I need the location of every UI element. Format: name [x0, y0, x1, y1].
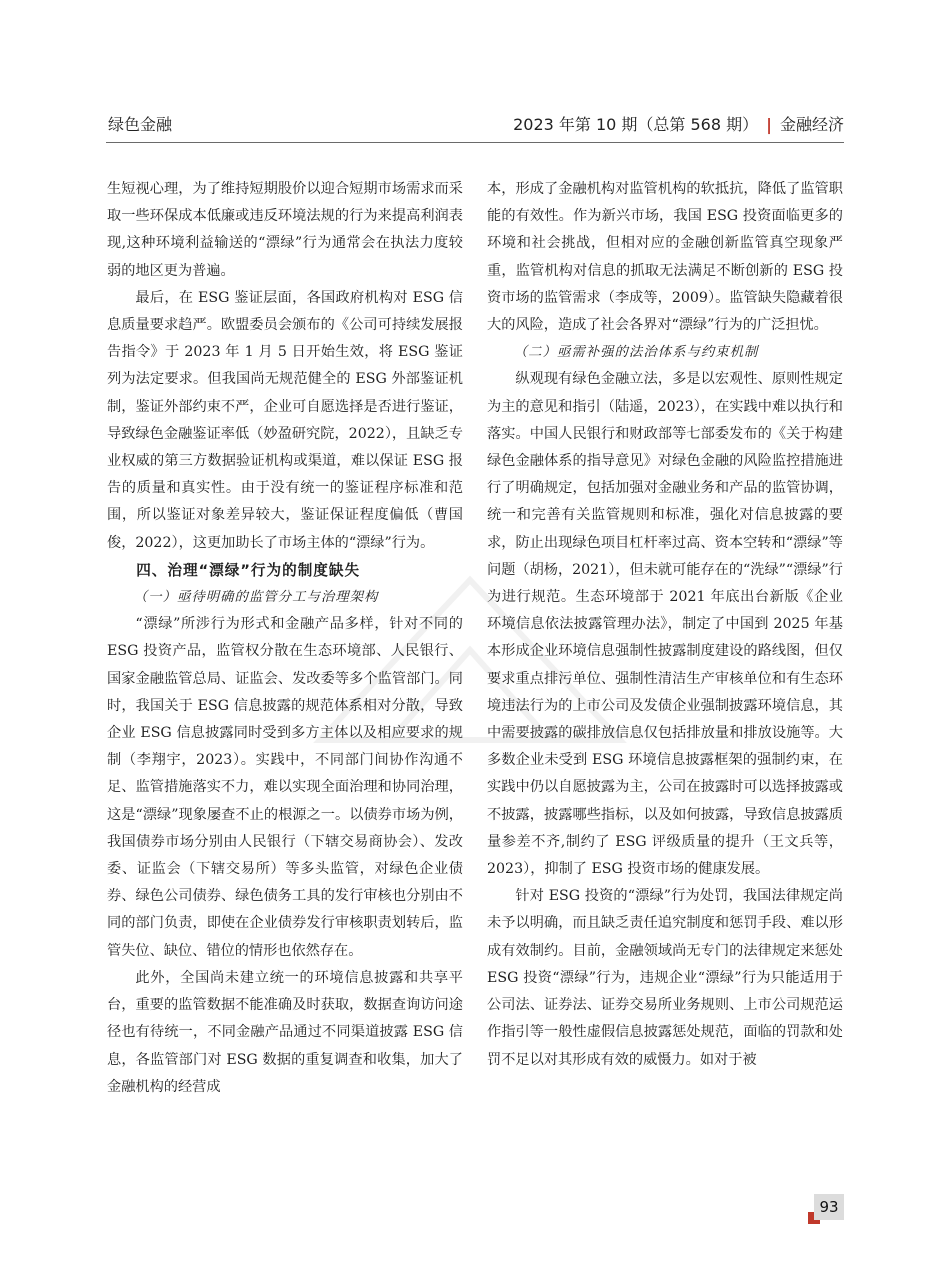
paragraph: 纵观现有绿色金融立法，多是以宏观性、原则性规定为主的意见和指引（陆遥，2023），在实践中难以执行和落实。中国人民银行和财政部等七部委发布的《关于构建绿色金融体系的指导意见》对绿色金融的风险监控措施进行了明确规定，包括加强对金融业务和产品的监管协调，统一和完善有关监管规则和标准，强化对信息披露的要求，防止出现绿色项目杠杆率过高、资本空转和“漂绿”等问题（胡杨，2021），但未就可能存在的“洗绿”“漂绿”行为进行规范。生态环境部于 2021 年底出台新版《企业环境信息依法披露管理办法》，制定了中国到 2025 年基本形成企业环境信息强制性披露制度建设的路线图，但仅要求重点排污单位、强制性清洁生产审核单位和有生态环境违法行为的上市公司及发债企业强制披露环境信息，其中需要披露的碳排放信息仅包括排放量和排放设施等。大多数企业未受到 ESG 环境信息披露框架的强制约束，在实践中仍以自愿披露为主，公司在披露时可以选择披露或不披露，披露哪些指标，以及如何披露，导致信息披露质量参差不齐,制约了 ESG 评级质量的提升（王文兵等，2023），抑制了 ESG 投资市场的健康发展。	[487, 371, 843, 878]
right-column	[487, 176, 843, 1074]
journal-name: 金融经济	[779, 115, 844, 134]
paragraph: “漂绿”所涉行为形式和金融产品多样，针对不同的 ESG 投资产品，监管权分散在生态环境部、人民银行、国家金融监管总局、证监会、发改委等多个监管部门。同时，我国关于 ESG 信息披露的规范体系相对分散，导致企业 ESG 信息披露同时受到多方主体以及相应要求的规制（李翔宇，2023）。实践中，不同部门间协作沟通不足、监管措施落实不力，难以实现全面治理和协同治理，这是“漂绿”现象屡查不止的根源之一。以债券市场为例，我国债券市场分别由人民银行（下辖交易商协会）、发改委、证监会（下辖交易所）等多头监管，对绿色企业债券、绿色公司债券、绿色债务工具的发行审核也分别由不同的部门负责，即使在企业债券发行审核职责划转后，监管失位、缺位、错位的情形也依然存在。	[107, 616, 463, 959]
subsection-heading: （二）亟需补强的法治体系与约束机制	[513, 345, 759, 361]
left-column	[107, 176, 463, 1101]
running-header-journal-info	[513, 112, 844, 135]
paragraph: 本，形成了金融机构对监管机构的软抵抗，降低了监管职能的有效性。作为新兴市场，我国 ESG 投资面临更多的环境和社会挑战，但相对应的金融创新监管真空现象严重，监管机构对信息的抓取无法满足不断创新的 ESG 投资市场的监管需求（李成等，2009）。监管缺失隐藏着很大的风险，造成了社会各界对“漂绿”行为的广泛担忧。	[487, 181, 843, 334]
subsection-heading: （一）亟待明确的监管分工与治理架构	[133, 590, 379, 606]
issue-info: 2023 年第 10 期（总第 568 期）	[513, 115, 759, 134]
paragraph: 最后，在 ESG 鉴证层面，各国政府机构对 ESG 信息质量要求趋严。欧盟委员会颁布的《公司可持续发展报告指令》于 2023 年 1 月 5 日开始生效，将 ESG 鉴证列为法定要求。但我国尚无规范健全的 ESG 外部鉴证机制，鉴证外部约束不严，企业可自愿选择是否进行鉴证，导致绿色金融鉴证率低（妙盈研究院，2022），且缺乏专业权威的第三方数据验证机构或渠道，难以保证 ESG 报告的质量和真实性。由于没有统一的鉴证程序标准和范围，所以鉴证对象差异较大，鉴证保证程度偏低（曹国俊，2022），这更加助长了市场主体的“漂绿”行为。	[107, 289, 463, 551]
section-heading: 四、治理“漂绿”行为的制度缺失	[136, 561, 361, 579]
paragraph: 生短视心理，为了维持短期股价以迎合短期市场需求而采取一些环保成本低廉或违反环境法规的行为来提高利润表现,这种环境利益输送的“漂绿”行为通常会在执法力度较弱的地区更为普遍。	[107, 181, 463, 279]
paragraph: 此外，全国尚未建立统一的环境信息披露和共享平台，重要的监管数据不能准确及时获取，数据查询访问途径也有待统一，不同金融产品通过不同渠道披露 ESG 信息，各监管部门对 ESG 数据的重复调查和收集，加大了金融机构的经营成	[107, 969, 463, 1095]
header-rule	[106, 142, 844, 143]
page-number: 93	[814, 1194, 844, 1220]
running-header-section: 绿色金融	[108, 115, 173, 134]
paragraph: 针对 ESG 投资的“漂绿”行为处罚，我国法律规定尚未予以明确，而且缺乏责任追究制度和惩罚手段、难以形成有效制约。目前，金融领域尚无专门的法律规定来惩处 ESG 投资“漂绿”行为，违规企业“漂绿”行为只能适用于公司法、证券法、证券交易所业务规则、上市公司规范运作指引等一般性虚假信息披露惩处规范，面临的罚款和处罚不足以对其形成有效的威慑力。如对于被	[487, 888, 843, 1068]
header-separator: |	[766, 115, 772, 134]
